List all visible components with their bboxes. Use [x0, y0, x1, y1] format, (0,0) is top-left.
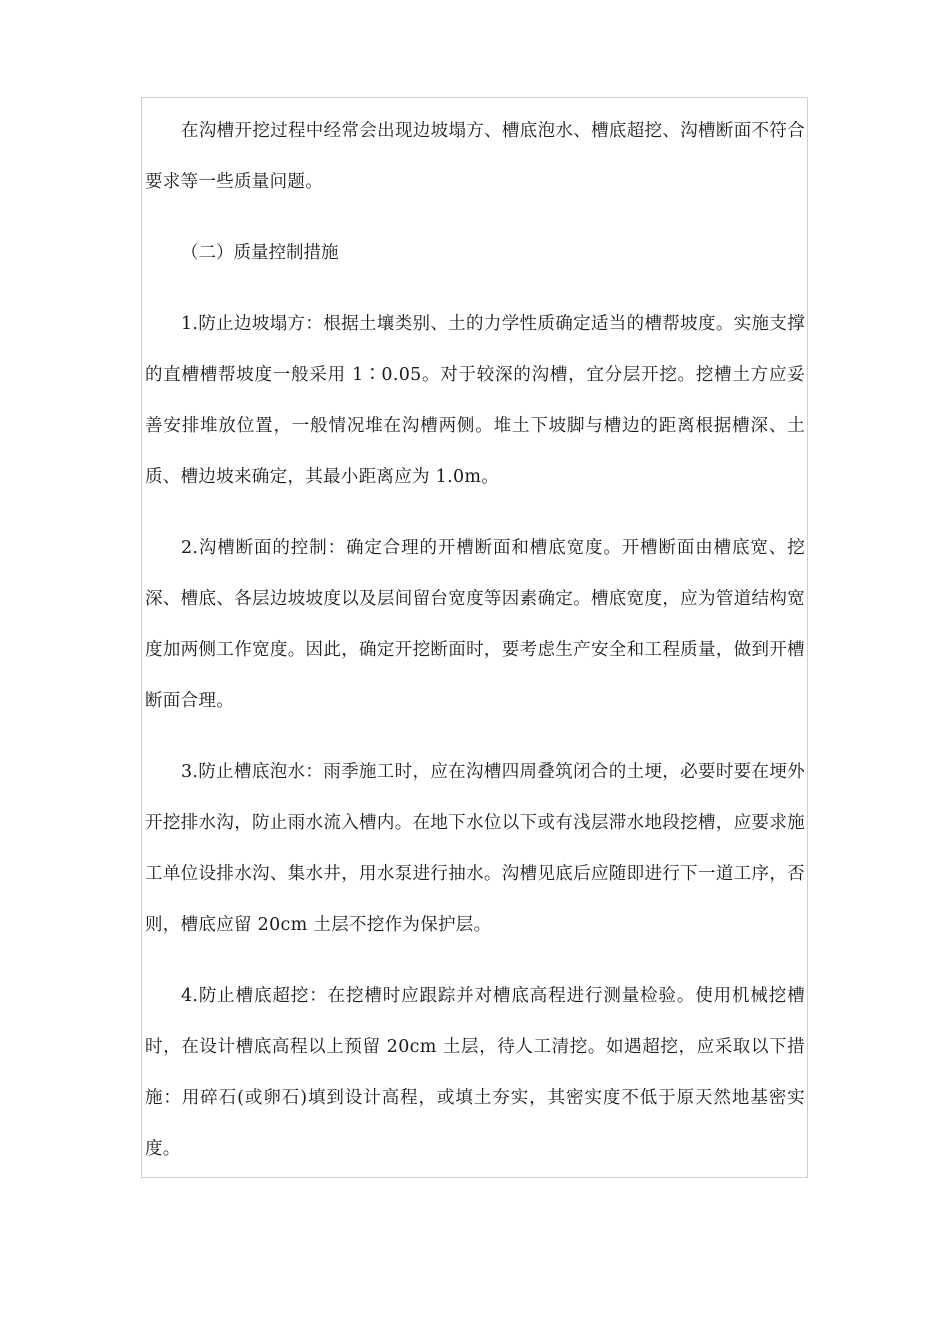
- measure-1-paragraph: 1.防止边坡塌方：根据土壤类别、土的力学性质确定适当的槽帮坡度。实施支撑的直槽槽帮坡度一般采用 1∶0.05。对于较深的沟槽，宜分层开挖。挖槽土方应妥善安排堆放位置，一般情况堆在沟槽两侧。堆土下坡脚与槽边的距离根据槽深、土质、槽边坡来确定，其最小距离应为 1.0m。: [145, 314, 805, 487]
- measure-2-paragraph: 2.沟槽断面的控制：确定合理的开槽断面和槽底宽度。开槽断面由槽底宽、挖深、槽底、各层边坡坡度以及层间留台宽度等因素确定。槽底宽度，应为管道结构宽度加两侧工作宽度。因此，确定开挖断面时，要考虑生产安全和工程质量，做到开槽断面合理。: [145, 538, 805, 711]
- measure-4-paragraph: 4.防止槽底超挖：在挖槽时应跟踪并对槽底高程进行测量检验。使用机械挖槽时，在设计槽底高程以上预留 20cm 土层，待人工清挖。如遇超挖，应采取以下措施：用碎石(或卵石)填到设计高程，或填土夯实，其密实度不低于原天然地基密实度。: [145, 986, 805, 1159]
- section-heading: （二）质量控制措施: [181, 243, 339, 263]
- intro-paragraph: 在沟槽开挖过程中经常会出现边坡塌方、槽底泡水、槽底超挖、沟槽断面不符合要求等一些质量问题。: [145, 121, 805, 192]
- measure-3-paragraph: 3.防止槽底泡水：雨季施工时，应在沟槽四周叠筑闭合的土埂，必要时要在埂外开挖排水沟，防止雨水流入槽内。在地下水位以下或有浅层滞水地段挖槽，应要求施工单位设排水沟、集水井，用水泵进行抽水。沟槽见底后应随即进行下一道工序，否则，槽底应留 20cm 土层不挖作为保护层。: [145, 762, 805, 935]
- document-body: [145, 106, 805, 1175]
